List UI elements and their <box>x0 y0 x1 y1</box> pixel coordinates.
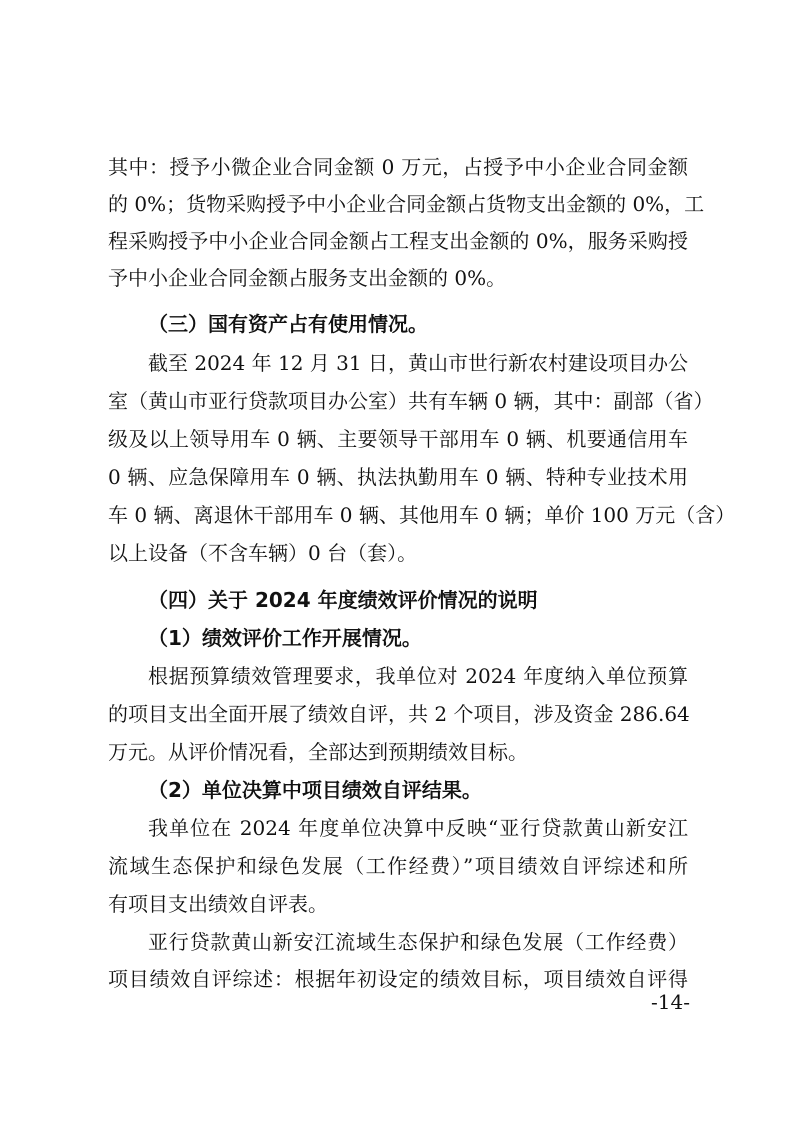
page-number: -14- <box>651 990 690 1014</box>
paragraph-line: 以上设备（不含车辆）0 台（套）。 <box>108 541 418 565</box>
paragraph-line: 车 0 辆、离退休干部用车 0 辆、其他用车 0 辆；单价 100 万元（含） <box>108 503 736 527</box>
subheading-self-evaluation: （2）单位决算中项目绩效自评结果。 <box>148 778 482 802</box>
paragraph-line: 根据预算绩效管理要求，我单位对 2024 年度纳入单位预算 <box>148 664 688 688</box>
section-heading-performance: （四）关于 2024 年度绩效评价情况的说明 <box>148 588 538 612</box>
paragraph-line: 的项目支出全面开展了绩效自评，共 2 个项目，涉及资金 286.64 <box>108 702 690 726</box>
paragraph-line: 我单位在 2024 年度单位决算中反映“亚行贷款黄山新安江 <box>148 816 688 840</box>
paragraph-line: 程采购授予中小企业合同金额占工程支出金额的 0%，服务采购授 <box>108 229 688 253</box>
paragraph-line: 的 0%；货物采购授予中小企业合同金额占货物支出金额的 0%，工 <box>108 192 705 216</box>
paragraph-line: 截至 2024 年 12 月 31 日，黄山市世行新农村建设项目办公 <box>148 351 688 375</box>
paragraph-line: 0 辆、应急保障用车 0 辆、执法执勤用车 0 辆、特种专业技术用 <box>108 465 688 489</box>
section-heading-assets: （三）国有资产占有使用情况。 <box>148 312 428 336</box>
paragraph-line: 有项目支出绩效自评表。 <box>108 892 328 916</box>
paragraph-line: 室（黄山市亚行贷款项目办公室）共有车辆 0 辆，其中：副部（省） <box>108 389 714 413</box>
paragraph-line: 予中小企业合同金额占服务支出金额的 0%。 <box>108 266 507 290</box>
subheading-performance-work: （1）绩效评价工作开展情况。 <box>148 626 422 650</box>
paragraph-line: 级及以上领导用车 0 辆、主要领导干部用车 0 辆、机要通信用车 <box>108 427 688 451</box>
paragraph-line: 亚行贷款黄山新安江流域生态保护和绿色发展（工作经费） <box>148 930 688 954</box>
paragraph-line: 万元。从评价情况看，全部达到预期绩效目标。 <box>108 740 528 764</box>
paragraph-line: 流域生态保护和绿色发展（工作经费）”项目绩效自评综述和所 <box>108 854 688 878</box>
paragraph-line: 项目绩效自评综述：根据年初设定的绩效目标，项目绩效自评得 <box>108 967 688 991</box>
paragraph-line: 其中：授予小微企业合同金额 0 万元，占授予中小企业合同金额 <box>108 155 688 179</box>
